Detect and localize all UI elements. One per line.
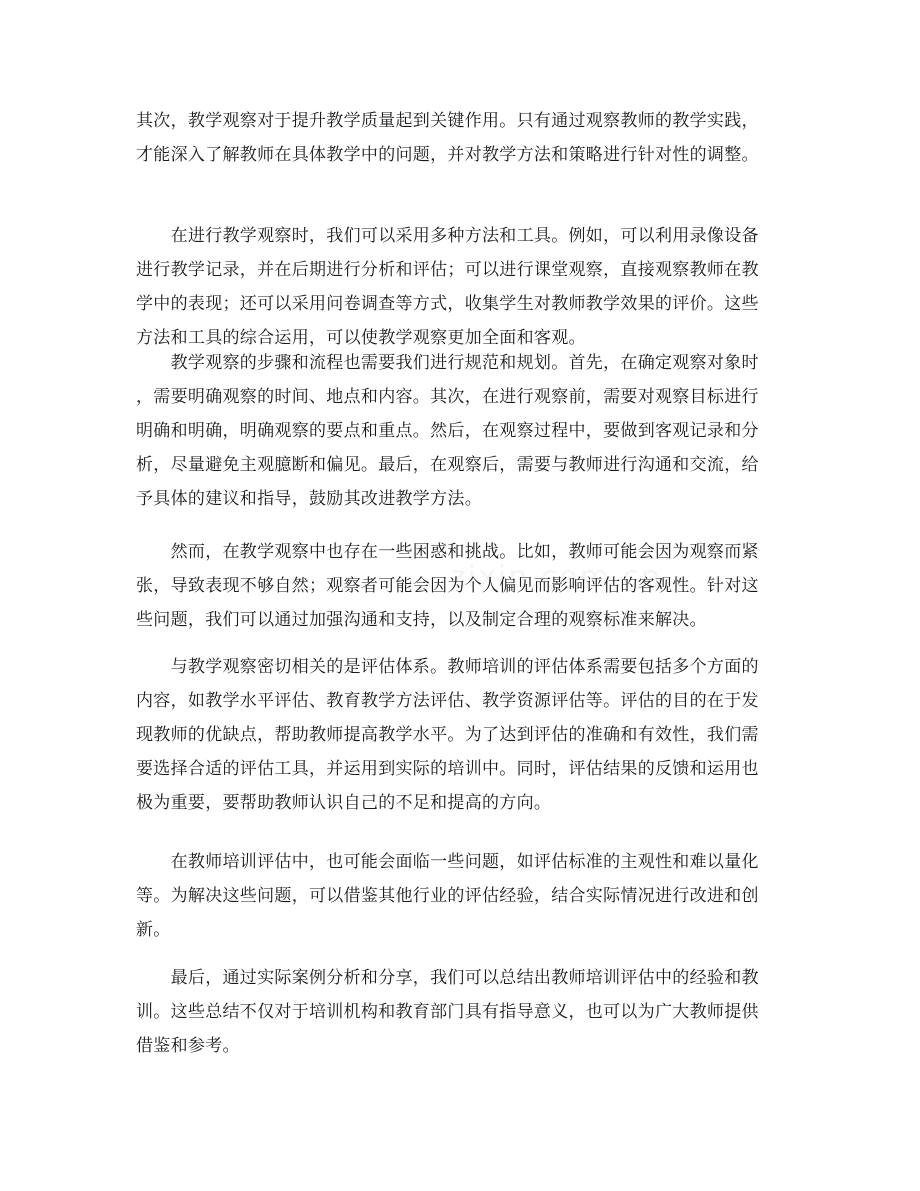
text-line: 张，导致表现不够自然；观察者可能会因为个人偏见而影响评估的客观性。针对这 xyxy=(136,576,759,596)
text-line: 才能深入了解教师在具体教学中的问题，并对教学方法和策略进行针对性的调整。 xyxy=(136,145,759,165)
paragraph-6 xyxy=(136,845,796,947)
text-line: 等。为解决这些问题，可以借鉴其他行业的评估经验，结合实际情况进行改进和创 xyxy=(136,886,759,906)
text-line: 学中的表现；还可以采用问卷调查等方式，收集学生对教师教学效果的评价。这些 xyxy=(136,294,759,314)
paragraph-2 xyxy=(136,219,796,355)
text-line: 其次，教学观察对于提升教学质量起到关键作用。只有通过观察教师的教学实践， xyxy=(136,111,759,131)
paragraph-5 xyxy=(136,650,796,820)
text-line: 与教学观察密切相关的是评估体系。教师培训的评估体系需要包括多个方面的 xyxy=(136,657,759,677)
text-line: 在教师培训评估中，也可能会面临一些问题，如评估标准的主观性和难以量化 xyxy=(136,852,759,872)
text-line: 些问题，我们可以通过加强沟通和支持，以及制定合理的观察标准来解决。 xyxy=(136,610,707,630)
paragraph-7 xyxy=(136,961,796,1063)
text-line: 借鉴和参考。 xyxy=(136,1036,240,1056)
text-line: 最后，通过实际案例分析和分享，我们可以总结出教师培训评估中的经验和教 xyxy=(136,968,759,988)
text-line: 现教师的优缺点，帮助教师提高教学水平。为了达到评估的准确和有效性，我们需 xyxy=(136,725,759,745)
text-line: 析，尽量避免主观臆断和偏见。最后，在观察后，需要与教师进行沟通和交流，给 xyxy=(136,455,759,475)
text-line: 方法和工具的综合运用，可以使教学观察更加全面和客观。 xyxy=(136,328,586,348)
text-line: 教学观察的步骤和流程也需要我们进行规范和规划。首先，在确定观察对象时 xyxy=(136,353,759,373)
paragraph-1 xyxy=(136,104,796,172)
text-line: 训。这些总结不仅对于培训机构和教育部门具有指导意义，也可以为广大教师提供 xyxy=(136,1002,759,1022)
text-line: 极为重要，要帮助教师认识自己的不足和提高的方向。 xyxy=(136,793,552,813)
text-line: 予具体的建议和指导，鼓励其改进教学方法。 xyxy=(136,489,482,509)
paragraph-3 xyxy=(136,346,796,516)
text-line: 然而，在教学观察中也存在一些困惑和挑战。比如，教师可能会因为观察而紧 xyxy=(136,542,759,562)
text-line: 在进行教学观察时，我们可以采用多种方法和工具。例如，可以利用录像设备 xyxy=(136,226,759,246)
paragraph-4 xyxy=(136,535,796,637)
text-line: 新。 xyxy=(136,920,171,940)
text-line: 明确和明确，明确观察的要点和重点。然后，在观察过程中，要做到客观记录和分 xyxy=(136,421,759,441)
text-line: 要选择合适的评估工具，并运用到实际的培训中。同时，评估结果的反馈和运用也 xyxy=(136,759,759,779)
text-line: 内容，如教学水平评估、教育教学方法评估、教学资源评估等。评估的目的在于发 xyxy=(136,691,759,711)
text-line: 进行教学记录，并在后期进行分析和评估；可以进行课堂观察，直接观察教师在教 xyxy=(136,260,759,280)
text-line: ，需要明确观察的时间、地点和内容。其次，在进行观察前，需要对观察目标进行 xyxy=(136,387,759,407)
